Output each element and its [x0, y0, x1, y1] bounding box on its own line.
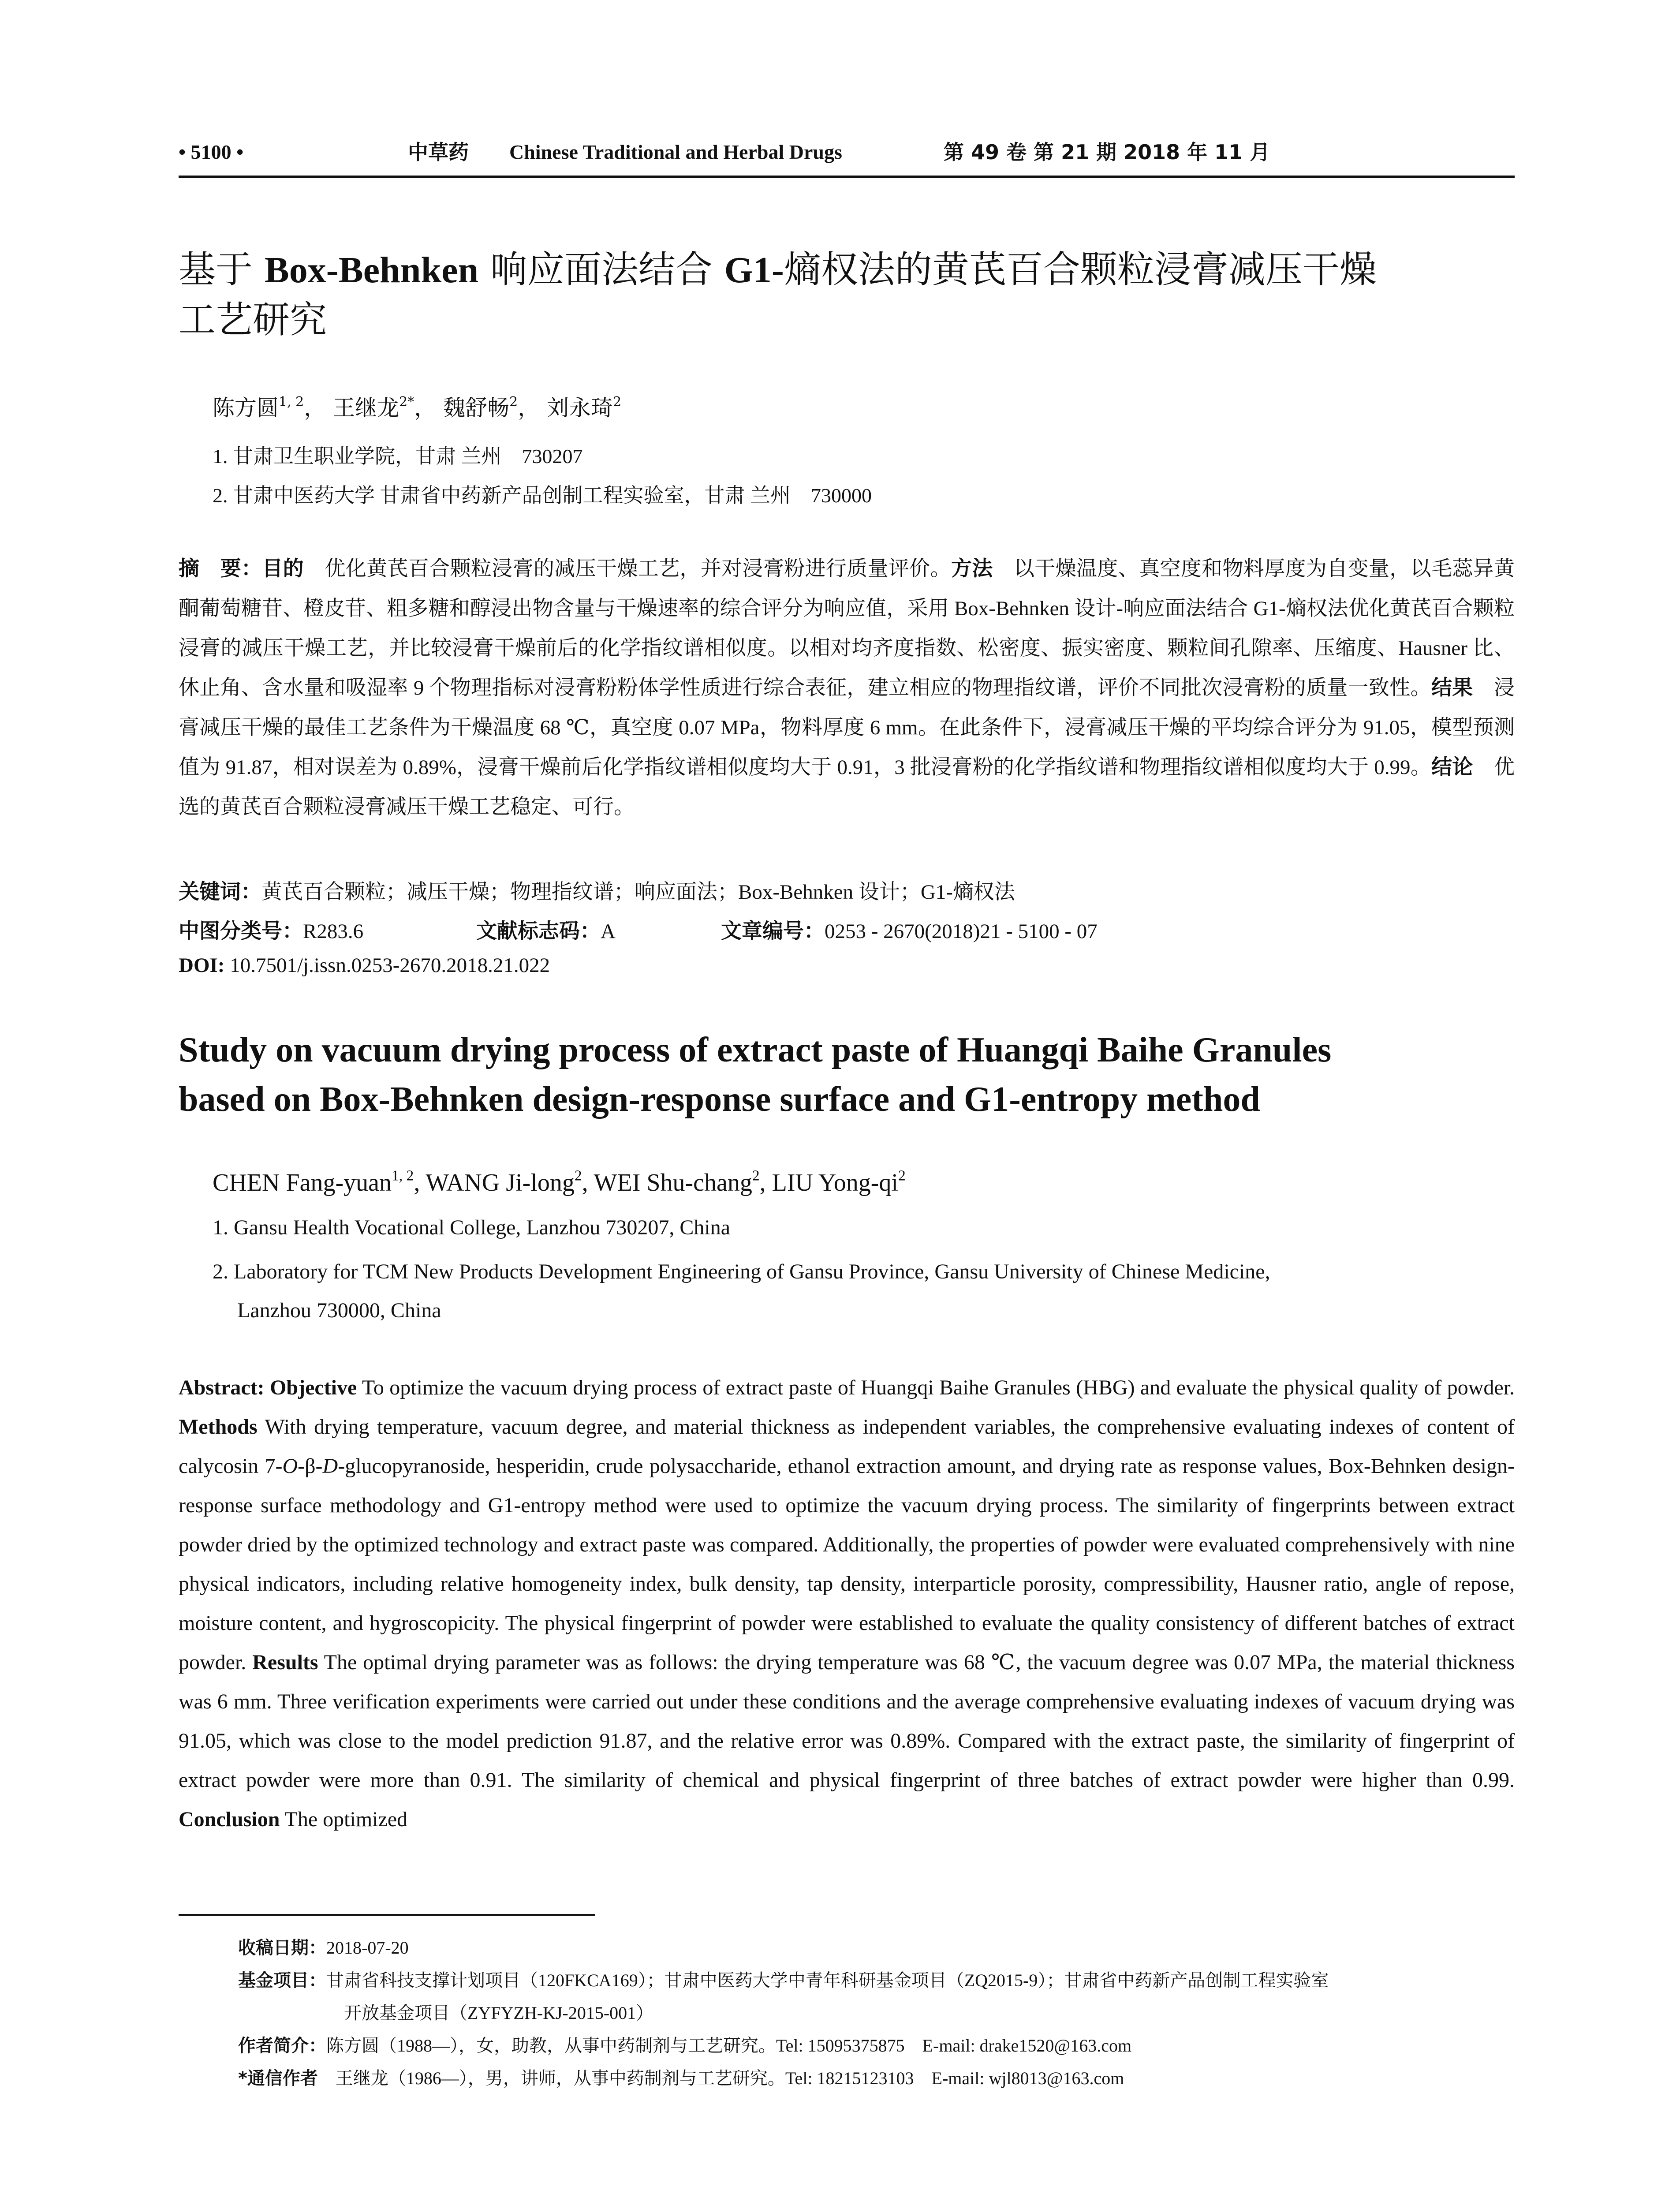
- journal-issue: 第 49 卷 第 21 期 2018 年 11 月: [944, 140, 1270, 164]
- abstract-en: Abstract: Objective To optimize the vacuum drying process of extract paste of Huangqi Baihe Granules (HBG) and evaluate the physical quality of powder. Methods With drying temperature, vacuum degree, and material thickness as independent variables, the comprehensive evaluating indexes of content of calycosin 7-O-β-D-glucopyranoside, hesperidin, crude polysaccharide, ethanol extraction amount, and drying rate as response values, Box-Behnken design-response surface methodology and G1-entropy method were used to optimize the vacuum drying process. The similarity of fingerprints between extract powder dried by the optimized technology and extract paste was compared. Additionally, the properties of powder were evaluated comprehensively with nine physical indicators, including relative homogeneity index, bulk density, tap density, interparticle porosity, compressibility, Hausner ratio, angle of repose, moisture content, and hygroscopicity. The physical fingerprint of powder were established to evaluate the quality consistency of different batches of extract powder. Results The optimal drying parameter was as follows: the drying temperature was 68 ℃, the vacuum degree was 0.07 MPa, the material thickness was 6 mm. Three verification experiments were carried out under these conditions and the average comprehensive evaluating indexes of vacuum drying was 91.05, which was close to the model prediction 91.87, and the relative error was 0.89%. Compared with the extract paste, the similarity of fingerprint of extract powder were more than 0.91. The similarity of chemical and physical fingerprint of three batches of extract powder were higher than 0.99. Conclusion The optimized: [179, 1376, 1515, 1831]
- affiliation-en-1: 1. Gansu Health Vocational College, Lanzhou 730207, China: [213, 1216, 731, 1239]
- author-name: LIU Yong-qi: [772, 1169, 898, 1196]
- page-number: • 5100 •: [179, 141, 244, 163]
- affiliation-en-2: 2. Laboratory for TCM New Products Development Engineering of Gansu Province, Gansu University of Chinese Medicine, Lanzhou 730000, China: [213, 1260, 1270, 1322]
- affiliation-cn-1: 1. 甘肃卫生职业学院，甘肃 兰州 730207: [213, 445, 583, 467]
- author-name: 王继龙: [333, 395, 399, 421]
- author-name: 陈方圆: [213, 395, 279, 421]
- author-name: CHEN Fang-yuan: [213, 1169, 392, 1196]
- author-name: WANG Ji-long: [426, 1169, 575, 1196]
- header-rule: [179, 176, 1515, 178]
- authors-en: CHEN Fang-yuan$^{1, 2}$, WANG Ji-long$^2$, WEI Shu-chang$^2$, LIU Yong-$qi^2$: [213, 1167, 906, 1196]
- classification-line: 中图分类号：R283.6 文献标志码：A 文章编号：0253 - 2670(2018)21 - 5100 - 07: [179, 919, 1098, 943]
- title-en: Study on vacuum drying process of extract paste of Huangqi Baihe Granules based on Box-Behnken design-response surface and G1-entropy method: [179, 1031, 1332, 1119]
- doi: DOI: 10.7501/j.issn.0253-2670.2018.21.022: [179, 954, 550, 977]
- author-name: 刘永琦: [547, 395, 613, 421]
- footnote-corresponding: *通信作者 王继龙（1986—），男，讲师，从事中药制剂与工艺研究。Tel: 18215123103 E-mail: wjl8013@163.com: [238, 2068, 1124, 2089]
- footnote-rule: [179, 1914, 595, 1916]
- author-name: 魏舒畅: [443, 395, 510, 421]
- abstract-cn: 摘 要：目的 优化黄芪百合颗粒浸膏的减压干燥工艺，并对浸膏粉进行质量评价。方法 以干燥温度、真空度和物料厚度为自变量，以毛蕊异黄酮葡萄糖苷、橙皮苷、粗多糖和醇浸出物含量与干燥速率的综合评分为响应值，采用 Box-Behnken 设计-响应面法结合 G1-熵权法优化黄芪百合颗粒浸膏的减压干燥工艺，并比较浸膏干燥前后的化学指纹谱相似度。以相对均齐度指数、松密度、振实密度、颗粒间孔隙率、压缩度、Hausner 比、休止角、含水量和吸湿率 9 个物理指标对浸膏粉粉体学性质进行综合表征，建立相应的物理指纹谱，评价不同批次浸膏粉的质量一致性。结果 浸膏减压干燥的最佳工艺条件为干燥温度 68 ℃，真空度 0.07 MPa，物料厚度 6 mm。在此条件下，浸膏减压干燥的平均综合评分为 91.05，模型预测值为 91.87，相对误差为 0.89%，浸膏干燥前后化学指纹谱相似度均大于 0.91，3 批浸膏粉的化学指纹谱和物理指纹谱相似度均大于 0.99。结论 优选的黄芪百合颗粒浸膏减压干燥工艺稳定、可行。: [179, 557, 1515, 818]
- affiliation-cn-2: 2. 甘肃中医药大学 甘肃省中药新产品创制工程实验室，甘肃 兰州 730000: [213, 484, 872, 507]
- author-name: WEI Shu-chang: [594, 1169, 752, 1196]
- footnote-received: 收稿日期：2018-07-20: [238, 1938, 409, 1958]
- journal-name-en: Chinese Traditional and Herbal Drugs: [509, 141, 842, 163]
- footnote-author: 作者简介：陈方圆（1988—），女，助教，从事中药制剂与工艺研究。Tel: 15095375875 E-mail: drake1520@163.com: [238, 2036, 1132, 2056]
- keywords-cn: 关键词：黄芪百合颗粒；减压干燥；物理指纹谱；响应面法；Box-Behnken 设计；G1-熵权法: [179, 880, 1015, 904]
- footnote-fund: 基金项目：甘肃省科技支撑计划项目（120FKCA169）；甘肃中医药大学中青年科研基金项目（ZQ2015-9）；甘肃省中药新产品创制工程实验室 开放基金项目（ZYFYZH-KJ-2015-001）: [238, 1970, 1329, 2023]
- title-cn: 基于 Box-Behnken 响应面法结合 G1-熵权法的黄芪百合颗粒浸膏减压干燥 工艺研究: [179, 248, 1377, 341]
- authors-cn: 陈方圆$^{1, 2}$， 王继龙$^{2*}$， 魏舒畅$^2$， 刘永琦$^2$: [213, 394, 622, 421]
- journal-name-cn: 中草药: [408, 140, 469, 164]
